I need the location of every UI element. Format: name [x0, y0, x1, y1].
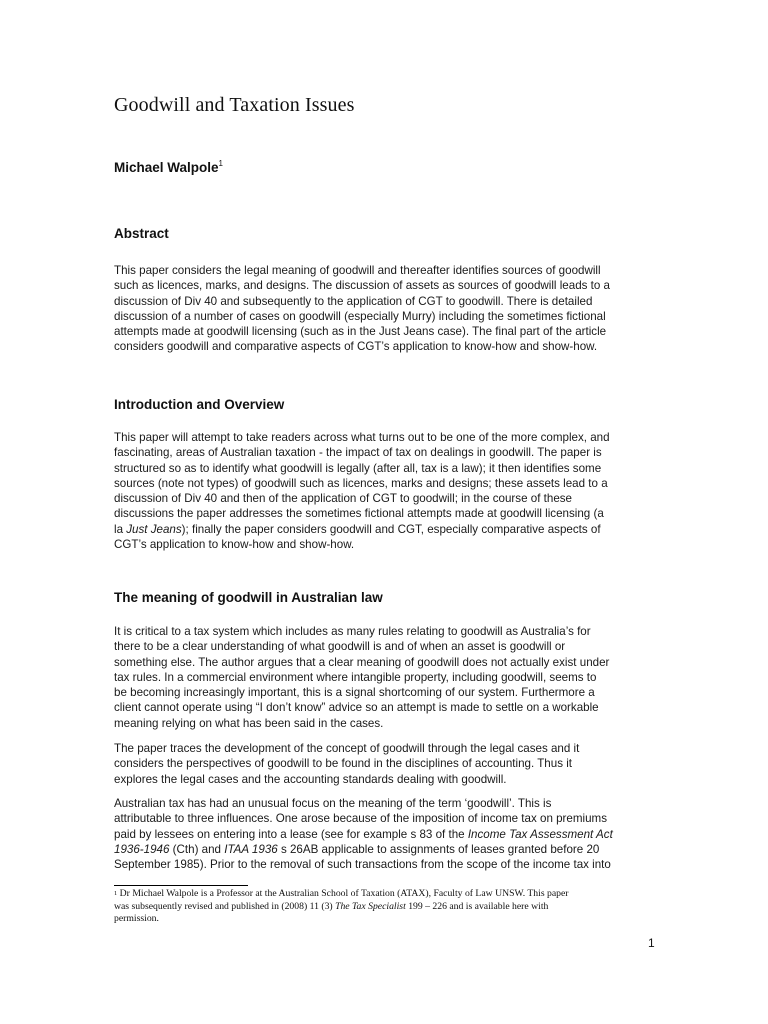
footnote: [114, 888, 658, 926]
meaning-paragraph-3: [114, 796, 634, 872]
meaning-heading: The meaning of goodwill in Australian law: [114, 590, 383, 605]
case-name-just-jeans: Just Jeans: [126, 522, 182, 536]
meaning-line: Australian tax has had an unusual focus on the meaning of the term ‘goodwill’. This is: [114, 797, 552, 810]
meaning-line: something else. The author argues that a clear meaning of goodwill does not actually exist under: [114, 655, 610, 669]
meaning-line: [114, 827, 634, 842]
introduction-line: discussion of Div 40 and then of the application of CGT to goodwill; in the course of these: [114, 492, 573, 506]
introduction-line: fascinating, areas of Australian taxation - the impact of tax on dealings in goodwill. The paper is: [114, 446, 602, 460]
introduction-line: This paper will attempt to take readers across what turns out to be one of the more complex, and: [114, 431, 610, 444]
meaning-text: paid by lessees on entering into a lease (see for example s 83 of the: [114, 827, 468, 841]
abstract-heading: Abstract: [114, 226, 169, 241]
meaning-line: explores the legal cases and the accounting standards dealing with goodwill.: [114, 772, 507, 786]
abstract-line: attempts made at goodwill licensing (such as in the Just Jeans case). The final part of the article: [114, 325, 607, 339]
abstract-line: considers goodwill and comparative aspects of CGT’s application to know-how and show-how.: [114, 340, 598, 354]
meaning-paragraph-2: [114, 741, 634, 787]
meaning-text: s 26AB applicable to assignments of leases granted before 20: [277, 842, 600, 856]
meaning-line: considers the perspectives of goodwill to be found in the disciplines of accounting. Thus it: [114, 757, 573, 771]
meaning-paragraph-1: [114, 624, 634, 731]
meaning-line: be becoming increasingly important, this is a signal shortcoming of our system. Furthermore a: [114, 686, 595, 700]
author-name-text: Michael Walpole: [114, 160, 219, 175]
journal-name: The Tax Specialist: [335, 900, 406, 912]
footnote-text: was subsequently revised and published in (2008) 11 (3): [114, 900, 336, 912]
document-title: Goodwill and Taxation Issues: [114, 94, 355, 116]
introduction-line: sources (note not types) of goodwill such as licences, marks and designs; these assets lead to a: [114, 476, 608, 490]
page-number: 1: [648, 936, 655, 950]
introduction-line: structured so as to identify what goodwill is legally (after all, tax is a law); it then identifies some: [114, 461, 602, 475]
footnote-mark: 1: [114, 890, 118, 897]
meaning-line: It is critical to a tax system which includes as many rules relating to goodwill as Australia’s for: [114, 625, 591, 638]
footnote-line: permission.: [114, 913, 159, 924]
meaning-text: (Cth) and: [169, 842, 225, 856]
abstract-line: discussion of Div 40 and subsequently to the application of CGT to goodwill. There is detailed: [114, 294, 593, 308]
introduction-line: discussions the paper addresses the sometimes fictional attempts made at goodwill licensing (a: [114, 507, 604, 521]
footnote-ref-1[interactable]: 1: [218, 159, 223, 168]
meaning-line: tax rules. In a commercial environment where intangible property, including goodwill, seems to: [114, 670, 597, 684]
introduction-line: CGT’s application to know-how and show-how.: [114, 538, 355, 552]
statute-abbrev: ITAA 1936: [224, 842, 278, 856]
meaning-line: meaning relying on what has been said in the cases.: [114, 716, 384, 730]
author-name: [114, 160, 223, 175]
introduction-line: [114, 522, 634, 537]
footnote-line: [114, 901, 658, 914]
footnote-text: 199 – 226 and is available here with: [405, 900, 549, 912]
introduction-text: ); finally the paper considers goodwill and CGT, especially comparative aspects of: [181, 522, 601, 536]
introduction-paragraph: [114, 430, 634, 552]
meaning-line: September 1985). Prior to the removal of such transactions from the scope of the income tax into: [114, 858, 611, 872]
abstract-paragraph: [114, 263, 634, 355]
footnote-line: [114, 888, 658, 901]
introduction-text: la: [114, 522, 127, 536]
introduction-heading: Introduction and Overview: [114, 397, 285, 412]
meaning-line: client cannot operate using “I don’t know” advice so an attempt is made to settle on a workable: [114, 701, 599, 715]
meaning-line: The paper traces the development of the concept of goodwill through the legal cases and it: [114, 742, 580, 755]
statute-years: 1936-1946: [114, 842, 170, 856]
abstract-line: This paper considers the legal meaning of goodwill and thereafter identifies sources of goodwill: [114, 264, 601, 277]
meaning-line: [114, 842, 634, 857]
abstract-line: such as licences, marks, and designs. The discussion of assets as sources of goodwill leads to a: [114, 279, 610, 293]
abstract-line: discussion of a number of cases on goodwill (especially Murry) including the sometimes fictional: [114, 309, 606, 323]
statute-name: Income Tax Assessment Act: [467, 827, 613, 841]
footnote-text: Dr Michael Walpole is a Professor at the Australian School of Taxation (ATAX), Faculty of Law UNSW. This paper: [117, 888, 569, 899]
meaning-line: there to be a clear understanding of what goodwill is and of when an asset is goodwill or: [114, 640, 566, 654]
footnote-divider: [114, 885, 248, 886]
meaning-line: attributable to three influences. One arose because of the imposition of income tax on premiums: [114, 812, 608, 826]
